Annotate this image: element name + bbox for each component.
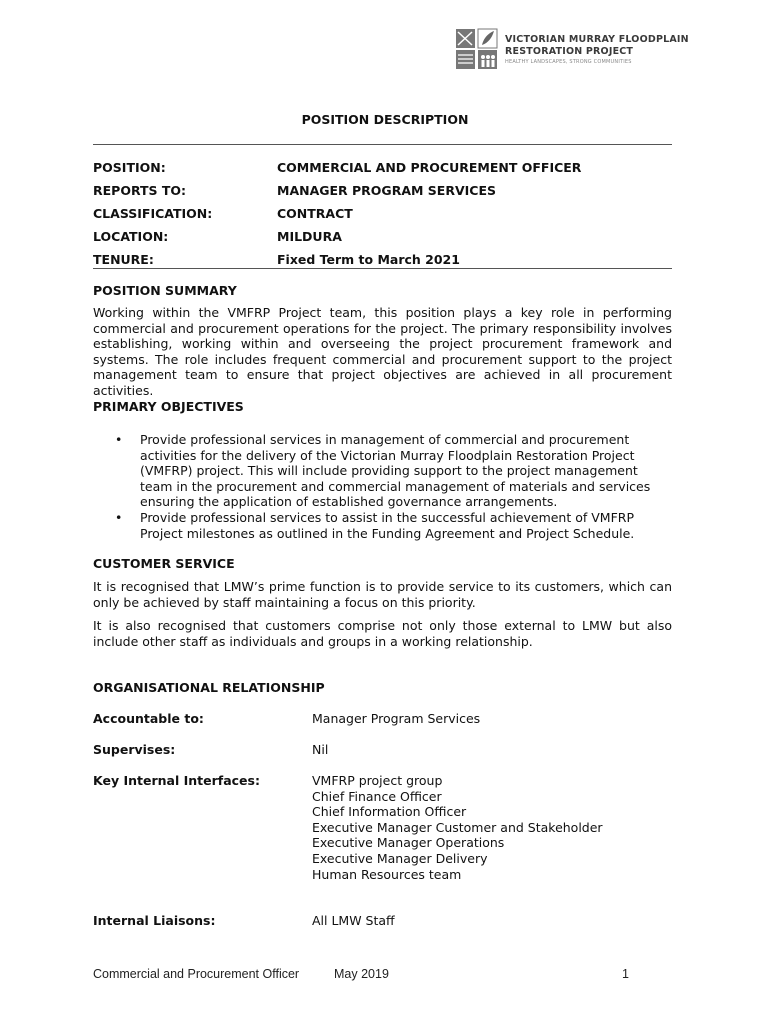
detail-row-location — [93, 229, 693, 247]
interfaces-list — [312, 773, 603, 882]
detail-label: TENURE: — [93, 252, 154, 267]
detail-label: REPORTS TO: — [93, 183, 187, 198]
detail-value: CONTRACT — [277, 206, 353, 221]
list-item — [93, 432, 658, 510]
objective-text: Provide professional services in management of commercial and procurement activities for the delivery of the Victorian Murray Floodplain Restoration Project (VMFRP) project. This will include providing support to the project management team in the procurement and commercial management of materials and services ensuring the application of established governance arrangements. — [140, 432, 651, 510]
list-item: Chief Information Officer — [312, 804, 467, 820]
objectives-list — [93, 432, 658, 541]
detail-value: Fixed Term to March 2021 — [277, 252, 460, 267]
section-heading-org-relationship: ORGANISATIONAL RELATIONSHIP — [93, 680, 325, 695]
detail-label: POSITION: — [93, 160, 166, 175]
summary-text: Working within the VMFRP Project team, this position plays a key role in performing commercial and procurement operations for the project. The primary responsibility involves establishing, working within and overseeing the project procurement framework and systems. The role includes frequent commercial and procurement support to the project management team to ensure that project objectives are achieved in all procurement activities. — [93, 305, 672, 398]
logo-name-line2: RESTORATION PROJECT — [505, 46, 634, 57]
org-label: Supervises: — [93, 742, 176, 757]
org-value: Nil — [312, 742, 329, 757]
list-item — [93, 510, 658, 541]
list-item: Human Resources team — [312, 866, 462, 882]
list-item: Chief Finance Officer — [312, 788, 442, 804]
bullet: • — [115, 509, 123, 525]
list-item: VMFRP project group — [312, 773, 443, 788]
detail-row-reports-to — [93, 183, 693, 201]
bullet: • — [115, 432, 123, 447]
org-label: Key Internal Interfaces: — [93, 773, 260, 788]
detail-label: LOCATION: — [93, 229, 169, 244]
org-value: Manager Program Services — [312, 711, 481, 726]
detail-label: CLASSIFICATION: — [93, 206, 213, 221]
organisation-logo — [455, 28, 689, 70]
list-item: Executive Manager Operations — [312, 835, 505, 851]
detail-row-position — [93, 160, 693, 178]
org-label: Internal Liaisons: — [93, 913, 216, 928]
customer-paragraph-2: It is also recognised that customers comprise not only those external to LMW but also include other staff as individuals and groups in a working relationship. — [93, 618, 672, 649]
document-title: POSITION DESCRIPTION — [301, 112, 469, 127]
section-heading-customer-service: CUSTOMER SERVICE — [93, 556, 235, 571]
divider-top — [93, 144, 672, 145]
section-heading-objectives: PRIMARY OBJECTIVES — [93, 399, 244, 414]
divider-bottom — [93, 268, 672, 269]
org-value: All LMW Staff — [312, 913, 395, 928]
footer-page-number: 1 — [622, 967, 629, 981]
customer-paragraph-1: It is recognised that LMW’s prime function is to provide service to its customers, which can only be achieved by staff maintaining a focus on this priority. — [93, 579, 672, 610]
logo-mark-icon — [455, 28, 499, 70]
logo-name-line1: VICTORIAN MURRAY FLOODPLAIN — [505, 34, 689, 45]
org-label: Accountable to: — [93, 711, 204, 726]
detail-row-classification — [93, 206, 693, 224]
list-item: Executive Manager Customer and Stakeholder — [312, 819, 603, 835]
detail-value: MANAGER PROGRAM SERVICES — [277, 183, 496, 198]
detail-value: COMMERCIAL AND PROCUREMENT OFFICER — [277, 160, 582, 175]
footer-date: May 2019 — [334, 967, 389, 981]
logo-tagline: HEALTHY LANDSCAPES, STRONG COMMUNITIES — [505, 59, 632, 65]
detail-value: MILDURA — [277, 229, 342, 244]
objective-text: Provide professional services to assist in the successful achievement of VMFRP Project milestones as outlined in the Funding Agreement and Project Schedule. — [140, 509, 635, 541]
section-heading-summary: POSITION SUMMARY — [93, 283, 237, 298]
list-item: Executive Manager Delivery — [312, 850, 488, 866]
footer-document-name: Commercial and Procurement Officer — [93, 967, 300, 981]
